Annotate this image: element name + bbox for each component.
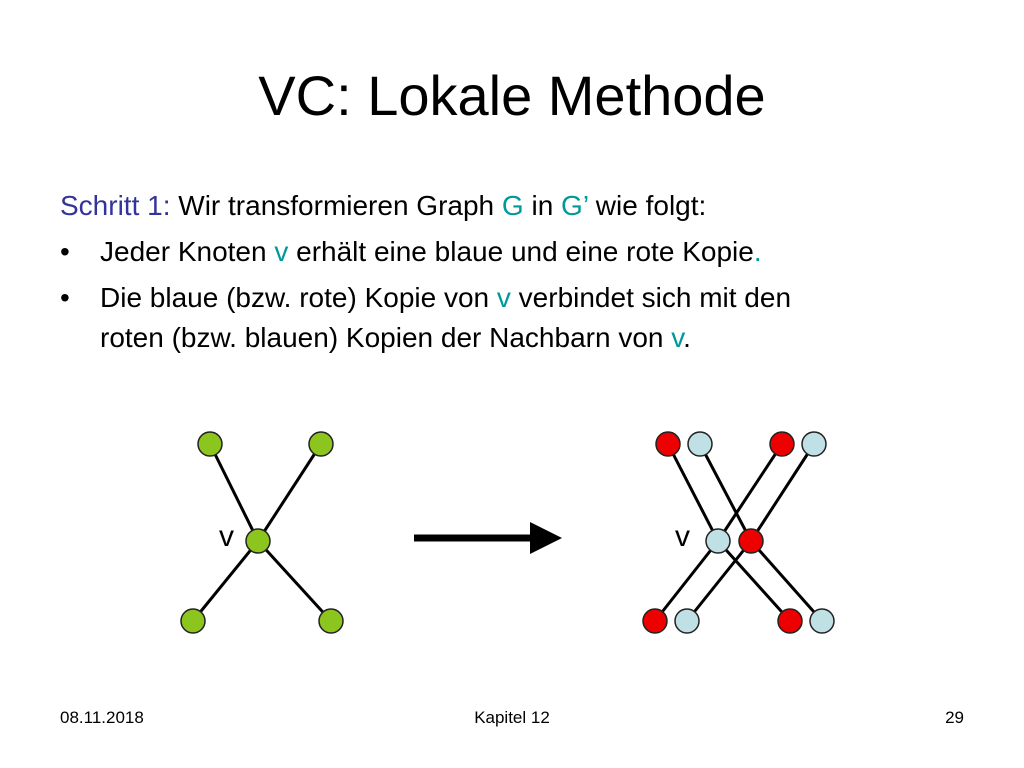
slide-title: VC: Lokale Methode — [258, 64, 766, 127]
right-v-label: v — [675, 520, 690, 553]
bullet-2-end: . — [683, 322, 691, 353]
green-node — [319, 609, 343, 633]
edge — [258, 444, 321, 541]
bullet-marker: • — [60, 236, 70, 267]
green-node — [198, 432, 222, 456]
step-text-3: wie folgt: — [588, 190, 707, 221]
footer-page-number: 29 — [945, 708, 964, 727]
left-v-label: v — [219, 520, 234, 553]
red-node-v — [739, 529, 763, 553]
bullet-1-text-2: erhält eine blaue und eine rote Kopie — [288, 236, 754, 267]
transform-arrow — [414, 522, 562, 554]
bullet-marker: • — [60, 282, 70, 313]
edge — [718, 444, 782, 541]
bullet-1-var: v — [274, 236, 289, 267]
bullet-1-end: . — [753, 236, 762, 267]
red-node — [643, 609, 667, 633]
bullet-2-text-1: Die blaue (bzw. rote) Kopie von — [100, 282, 497, 313]
edge — [751, 444, 814, 541]
blue-node — [810, 609, 834, 633]
blue-node-v — [706, 529, 730, 553]
bullet-2-line2-text: roten (bzw. blauen) Kopien der Nachbarn von — [100, 322, 672, 353]
red-node — [770, 432, 794, 456]
step-label: Schritt 1: — [60, 190, 171, 221]
bullet-2-var-2: v — [671, 322, 684, 353]
blue-node — [688, 432, 712, 456]
graph-g: G — [501, 190, 524, 221]
blue-node — [675, 609, 699, 633]
step-text-1: Wir transformieren Graph — [170, 190, 502, 221]
red-node — [778, 609, 802, 633]
arrow-head-icon — [530, 522, 562, 554]
graph-g-original — [181, 432, 343, 633]
edge — [258, 541, 331, 621]
green-node — [309, 432, 333, 456]
bullet-1-text-1: Jeder Knoten — [100, 236, 275, 267]
step-text-2: in — [523, 190, 562, 221]
green-node-v — [246, 529, 270, 553]
graph-g-prime-transformed — [643, 432, 834, 633]
footer-chapter: Kapitel 12 — [474, 708, 550, 727]
bullet-2-text-2: verbindet sich mit den — [510, 282, 792, 313]
graph-g-prime: G’ — [561, 190, 589, 221]
edge — [700, 444, 751, 541]
edge — [193, 541, 258, 621]
edge — [210, 444, 258, 541]
red-node — [656, 432, 680, 456]
blue-node — [802, 432, 826, 456]
bullet-2-var: v — [496, 282, 511, 313]
green-node — [181, 609, 205, 633]
footer-date: 08.11.2018 — [60, 708, 144, 727]
